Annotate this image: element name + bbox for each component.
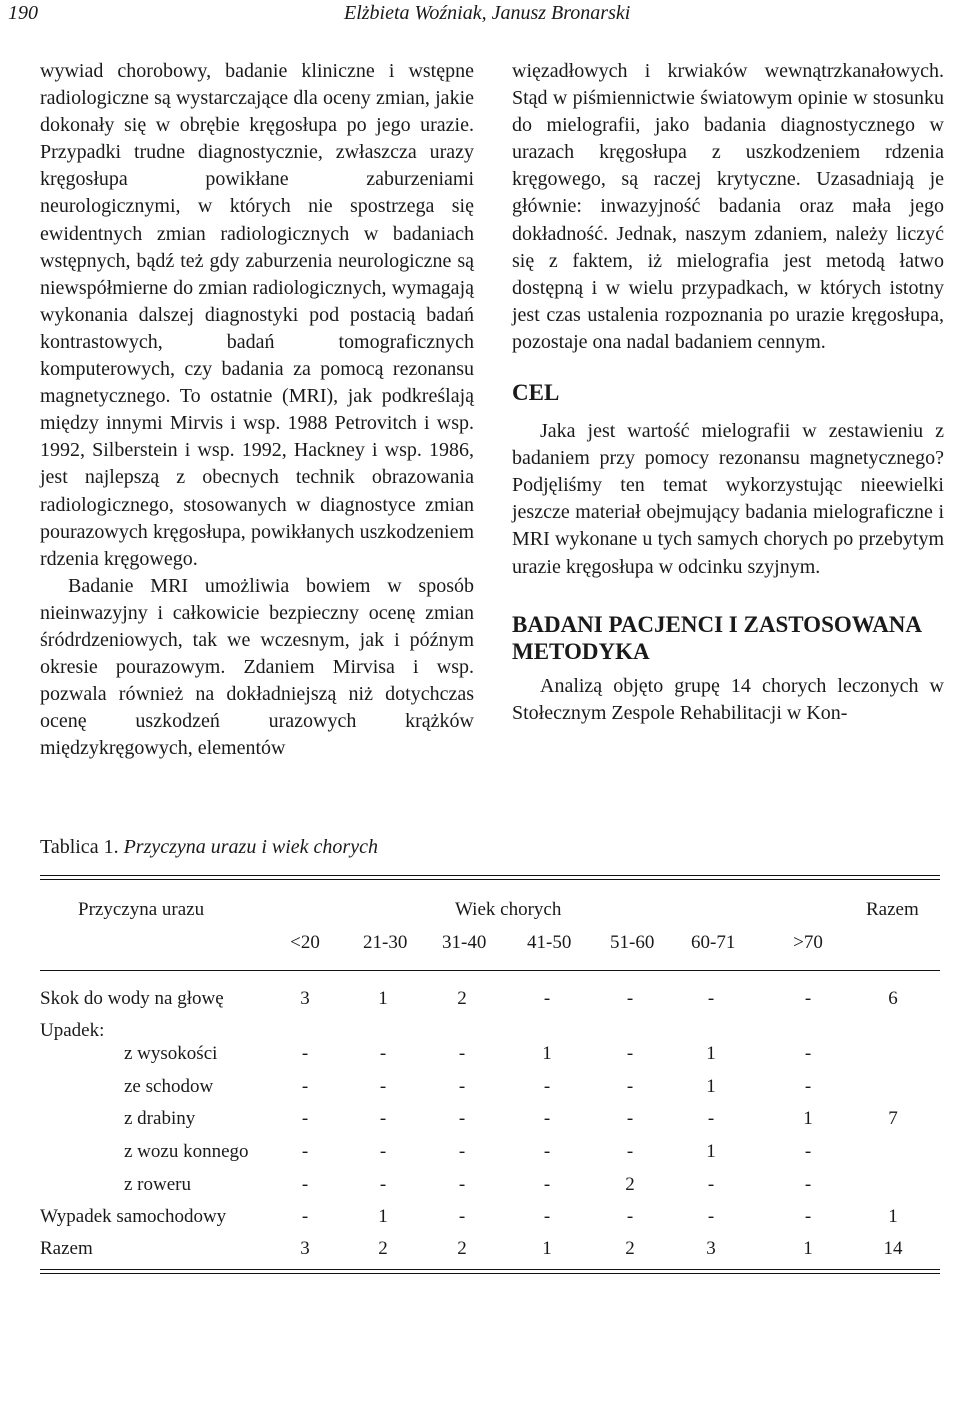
- body-paragraph: Badanie MRI umożliwia bowiem w sposób nieinwazyjny i całkowicie bezpieczny ocenę zmian śródrdzeniowych, tak we wczesnym, jak i późnym okresie pourazowym. Zdaniem Mirvisa i wsp. pozwala również na dokładniejszą niż dotychczas ocenę uszkodzeń urazowych krążków międzykręgowych, elementów: [40, 574, 474, 760]
- table-caption-title: Przyczyna urazu i wiek chorych: [123, 836, 378, 858]
- row-label: z roweru: [124, 1174, 191, 1195]
- row-label: Wypadek samochodowy: [40, 1206, 227, 1227]
- table-cell: -: [543, 1141, 551, 1162]
- age-group-header: 60-71: [691, 932, 736, 953]
- table-cell: 1: [542, 1238, 552, 1259]
- table-cell: 1: [542, 1043, 552, 1064]
- row-label: z wysokości: [124, 1043, 218, 1064]
- table-cell: 2: [457, 1238, 467, 1259]
- age-group-header: 31-40: [442, 932, 487, 953]
- table-cell: 1: [706, 1043, 716, 1064]
- table-cell: -: [707, 988, 715, 1009]
- right-text-column: [512, 58, 944, 727]
- table-cell: -: [301, 1206, 309, 1227]
- table-cell: -: [301, 1076, 309, 1097]
- row-total: 7: [888, 1108, 898, 1129]
- section-heading-methods: BADANI PACJENCI I ZASTOSOWANA METODYKA: [512, 611, 921, 664]
- row-label: Skok do wody na głowę: [40, 988, 224, 1009]
- table-cell: -: [458, 1108, 466, 1129]
- left-text-column: [40, 58, 474, 762]
- table-cell: -: [626, 1206, 634, 1227]
- table-caption-label: Tablica 1.: [40, 836, 119, 858]
- table-cell: -: [458, 1206, 466, 1227]
- table-cell: -: [379, 1141, 387, 1162]
- page-number: 190: [8, 2, 38, 24]
- running-header: [0, 2, 960, 32]
- table-cell: -: [804, 1206, 812, 1227]
- table-cell: -: [379, 1174, 387, 1195]
- row-label: ze schodow: [124, 1076, 214, 1097]
- table-cell: 2: [378, 1238, 388, 1259]
- row-label: Razem: [40, 1238, 93, 1259]
- table-cell: -: [804, 988, 812, 1009]
- table-cell: 1: [803, 1238, 813, 1259]
- table-cell: -: [543, 1076, 551, 1097]
- table-bottom-rule: [40, 1273, 940, 1274]
- table-cell: -: [301, 1174, 309, 1195]
- row-label: Upadek:: [40, 1020, 105, 1041]
- table-cell: 3: [706, 1238, 716, 1259]
- table-cell: -: [301, 1141, 309, 1162]
- table-cell: 1: [706, 1141, 716, 1162]
- table-cell: -: [626, 1043, 634, 1064]
- table-cell: -: [301, 1043, 309, 1064]
- row-label: z drabiny: [124, 1108, 196, 1129]
- table-cell: -: [626, 988, 634, 1009]
- table-cell: -: [543, 988, 551, 1009]
- table-cell: 2: [457, 988, 467, 1009]
- table-cell: -: [804, 1141, 812, 1162]
- table-cell: -: [458, 1141, 466, 1162]
- table-cell: -: [458, 1043, 466, 1064]
- table-cell: -: [626, 1141, 634, 1162]
- table-cell: 3: [300, 988, 310, 1009]
- table-cell: -: [707, 1206, 715, 1227]
- header-total: Razem: [866, 899, 919, 920]
- row-label: z wozu konnego: [124, 1141, 249, 1162]
- age-group-header: 51-60: [610, 932, 655, 953]
- table-cell: -: [379, 1076, 387, 1097]
- age-group-header: >70: [793, 932, 823, 953]
- body-paragraph: Jaka jest wartość mielografii w zestawieniu z badaniem przy pomocy rezonansu magnetycznego? Podjęliśmy ten temat wykorzystując nieewielki jeszcze materiał obejmujący badania mielograficzne i MRI wykonane u tych samych chorych po przebytym urazie kręgosłupa w odcinku szyjnym.: [512, 420, 944, 578]
- table-cell: 2: [625, 1174, 635, 1195]
- table-cell: -: [301, 1108, 309, 1129]
- age-group-header: <20: [290, 932, 320, 953]
- table-cell: -: [626, 1108, 634, 1129]
- table-cell: -: [804, 1174, 812, 1195]
- running-header-authors: Elżbieta Woźniak, Janusz Bronarski: [344, 2, 631, 24]
- table-cell: 1: [378, 988, 388, 1009]
- table-cell: -: [543, 1174, 551, 1195]
- age-group-header: 41-50: [527, 932, 572, 953]
- table-cell: 1: [803, 1108, 813, 1129]
- table-cell: -: [804, 1076, 812, 1097]
- table-bottom-rule: [40, 1269, 940, 1270]
- table-cell: -: [626, 1076, 634, 1097]
- table-cell: -: [458, 1076, 466, 1097]
- body-paragraph: Analizą objęto grupę 14 chorych leczonych w Stołecznym Zespole Rehabilitacji w Kon-: [512, 674, 944, 724]
- table-top-rule: [40, 879, 940, 880]
- table-cell: -: [804, 1043, 812, 1064]
- row-total: 14: [883, 1238, 903, 1259]
- table-cell: -: [543, 1206, 551, 1227]
- table-cell: 3: [300, 1238, 310, 1259]
- table-cell: -: [458, 1174, 466, 1195]
- header-age: Wiek chorych: [455, 899, 562, 920]
- table-cell: 1: [706, 1076, 716, 1097]
- age-group-header: 21-30: [363, 932, 408, 953]
- table-cell: 1: [378, 1206, 388, 1227]
- header-cause: Przyczyna urazu: [78, 899, 205, 920]
- table-cell: -: [707, 1174, 715, 1195]
- table-cell: -: [379, 1108, 387, 1129]
- table-cell: -: [707, 1108, 715, 1129]
- body-paragraph: wywiad chorobowy, badanie kliniczne i wstępne radiologiczne są wystarczające dla oceny zmian, jakie dokonały się w obrębie kręgosłupa po jego urazie. Przypadki trudne diagnostycznie, zwłaszcza urazy kręgosłupa powikłane zaburzeniami neurologicznymi, w których nie spostrzega się ewidentnych zmian radiologicznych w badaniach wstępnych, bądź też gdy zaburzenia neurologiczne są niewspółmierne do zmian radiologicznych, wymagają wykonania dalszej diagnostyki pod postacią badań kontrastowych, badań tomograficznych komputerowych, czy badania za pomocą rezonansu magnetycznego. To ostatnie (MRI), jak podkreślają między innymi Mirvis i wsp. 1988 Petrovitch i wsp. 1992, Silberstein i wsp. 1992, Hackney i wsp. 1986, jest najlepszą z obecnych technik obrazowania radiologicznego, stosowanych w diagnostyce zmian pourazowych kręgosłupa, powikłanych uszkodzeniem rdzenia kręgowego.: [40, 60, 474, 570]
- table-cell: 2: [625, 1238, 635, 1259]
- table-top-rule: [40, 875, 940, 876]
- table-header-rule: [40, 970, 940, 971]
- row-total: 1: [888, 1206, 898, 1227]
- section-heading-cel: CEL: [512, 380, 560, 406]
- row-total: 6: [888, 988, 898, 1009]
- table-caption: [40, 836, 378, 859]
- table-cell: -: [379, 1043, 387, 1064]
- body-paragraph: więzadłowych i krwiaków wewnątrzkanałowych. Stąd w piśmiennictwie światowym opinie w stosunku do mielografii, jako badania diagnostycznego w urazach kręgosłupa z uszkodzeniem rdzenia kręgowego, są raczej krytyczne. Uzasadniają je głównie: inwazyjność badania oraz mała jego dokładność. Jednak, naszym zdaniem, należy liczyć się z faktem, iż mielografia jest metodą łatwo dostępną i w wielu przypadkach, w których istotny jest czas ustalenia rozpoznania po urazie kręgosłupa, pozostaje ona nadal badaniem cennym.: [512, 60, 944, 353]
- table-cell: -: [543, 1108, 551, 1129]
